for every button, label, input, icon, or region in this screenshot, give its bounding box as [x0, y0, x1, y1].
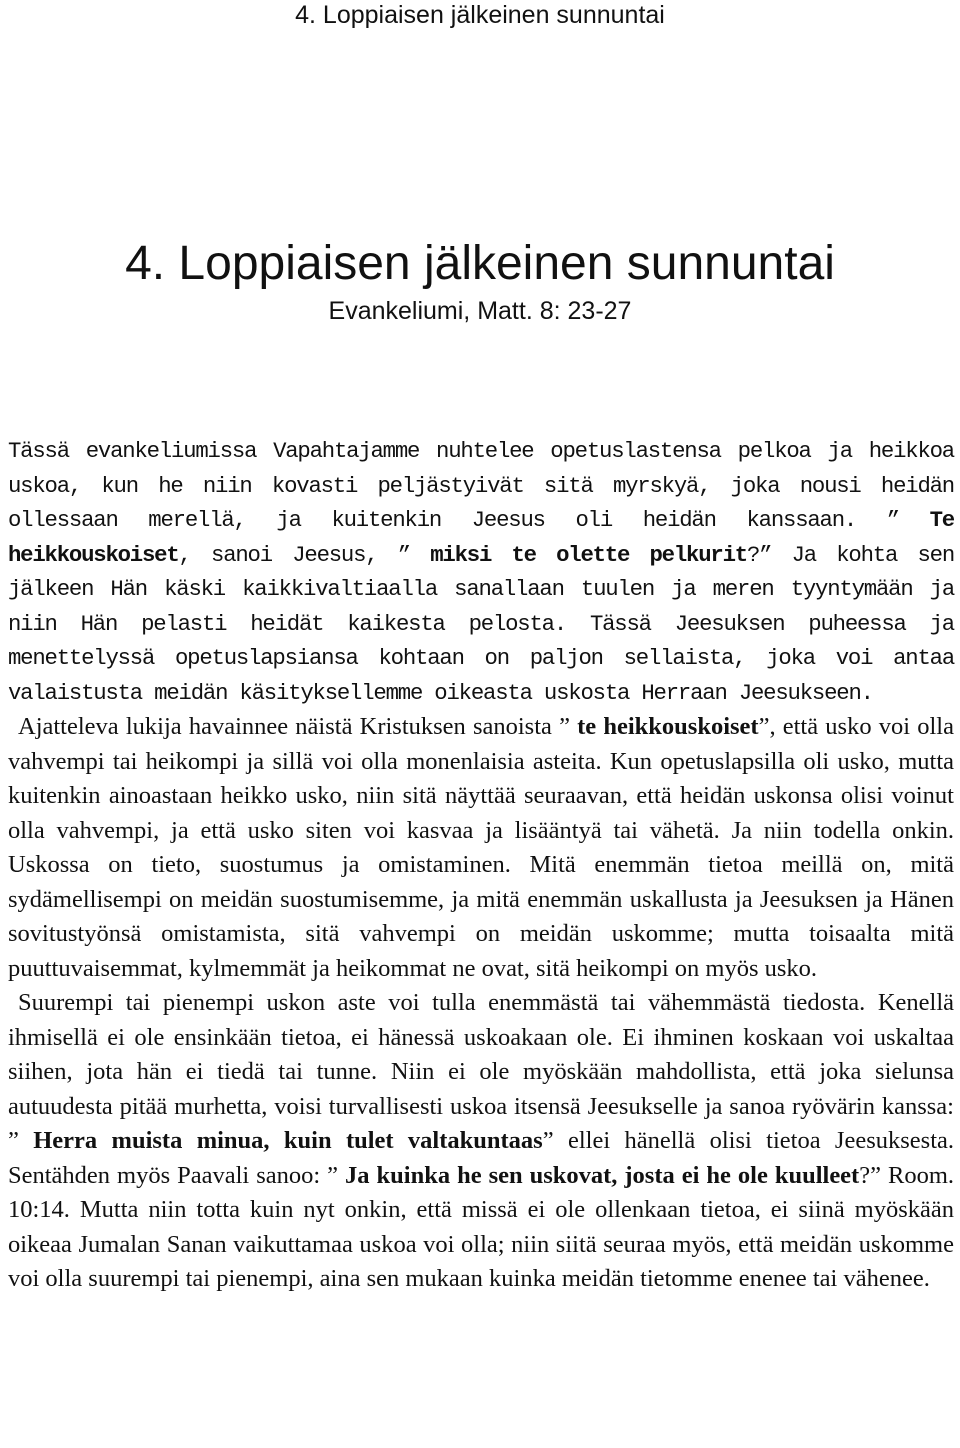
paragraph-1-text-a: Tässä evankeliumissa Vapahtajamme nuhtelee opetuslastensa pelkoa ja heikkoa uskoa, kun he niin kovasti peljästyivät sitä myrskyä, joka nousi heidän ollessaan merellä, ja kuitenkin Jeesus oli heidän kanssaan. ”	[8, 438, 954, 533]
scripture-reference: Evankeliumi, Matt. 8: 23-27	[328, 297, 632, 325]
paragraph-2-bold-quote: te heikkouskoiset	[577, 713, 759, 740]
body-text	[8, 434, 954, 1297]
paragraph-1-bold-quote-b: miksi te olette pelkurit	[430, 541, 747, 568]
paragraph-1-text-e: ?” Ja kohta sen jälkeen Hän käski kaikkivaltiaalla sanallaan tuulen ja meren tyyntymään ja niin Hän pelasti heidät kaikesta pelosta. Tässä Jeesuksen puheessa ja menettelyssä opetuslapsiansa kohtaan on paljon sellaista, joka voi antaa valaistusta meidän käsityksellemme oikeasta uskosta Herraan Jeesukseen.	[8, 541, 954, 706]
paragraph-3-bold-quote-a: Herra muista minua, kuin tulet valtakuntaas	[33, 1127, 543, 1154]
paragraph-1-bold-quote-a: Te heikkouskoiset	[8, 507, 954, 568]
running-header: 4. Loppiaisen jälkeinen sunnuntai	[295, 1, 665, 29]
paragraph-1-text-c: , sanoi Jeesus, ”	[178, 541, 431, 568]
page-title: 4. Loppiaisen jälkeinen sunnuntai	[125, 237, 835, 290]
paragraph-3-text-c: ” ellei hänellä olisi tietoa Jeesuksesta. Sentähden myös Paavali sanoo: ”	[8, 1127, 955, 1189]
paragraph-3	[8, 986, 954, 1297]
paragraph-2	[8, 710, 954, 986]
paragraph-2-text-a: Ajatteleva lukija havainnee näistä Kristuksen sanoista ”	[18, 713, 578, 740]
paragraph-3-text-e: ?” Room. 10:14. Mutta niin totta kuin nyt onkin, että missä ei ole ollenkaan tietoa, ei siinä myöskään oikeaa Jumalan Sanan vaikuttamaa uskoa voi olla; niin siitä seuraa myös, että meidän uskomme voi olla suurempi tai pienempi, aina sen mukaan kuinka meidän tietomme enenee tai vähenee.	[8, 1161, 954, 1292]
paragraph-1	[8, 434, 954, 710]
paragraph-3-text-a: Suurempi tai pienempi uskon aste voi tulla enemmästä tai vähemmästä tiedosta. Kenellä ihmisellä ei ole ensinkään tietoa, ei hänessä uskoakaan ole. Ei ihminen koskaan voi uskaltaa siihen, jota hän ei tiedä tai tunne. Niin ei ole myöskään mahdollista, että joka sielunsa autuudesta pitää murhetta, voisi turvallisesti uskoa itsensä Jeesukselle ja sanoa ryövärin kanssa: ”	[8, 989, 954, 1154]
paragraph-2-text-c: ”, että usko voi olla vahvempi tai heikompi ja sillä voi olla monenlaisia asteita. Kun opetuslapsilla oli usko, mutta kuitenkin ainoastaan heikko usko, niin sitä näyttää seuraavan, että heidän uskonsa olisi voinut olla vahvempi, ja että usko siten voi kasvaa ja lisääntyä tai vähetä. Ja niin todella onkin. Uskossa on tieto, suostumus ja omistaminen. Mitä enemmän tietoa meillä on, mitä sydämellisempi on meidän suostumisemme, ja mitä enemmän uskallusta ja Jeesuksen ja Hänen sovitustyönsä omistamista, sitä vahvempi on meidän uskomme; mutta toisaalta mitä puuttuvaisemmat, kylmemmät ja heikommat ne ovat, sitä heikompi on myös usko.	[8, 713, 954, 982]
paragraph-3-bold-quote-b: Ja kuinka he sen uskovat, josta ei he ole kuulleet	[345, 1161, 860, 1189]
